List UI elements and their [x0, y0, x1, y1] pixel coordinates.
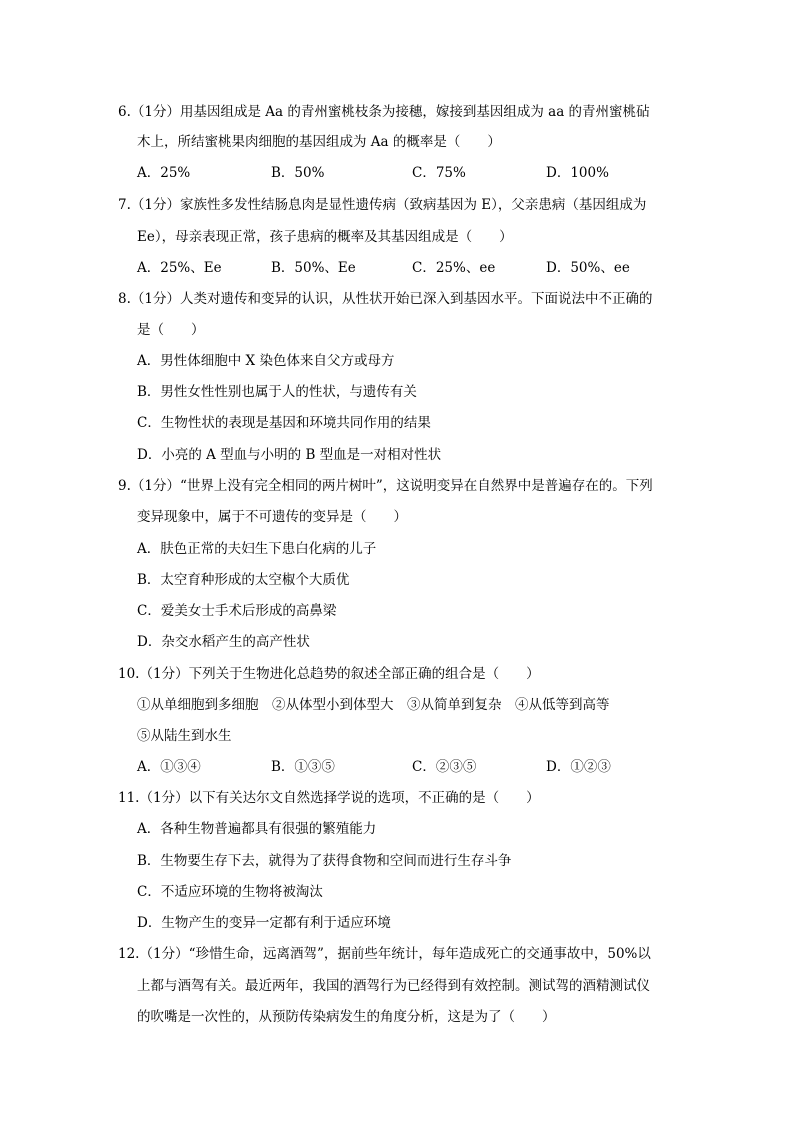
option-b: B．男性女性性别也属于人的性状，与遗传有关 [137, 384, 417, 400]
question-text: 用基因组成是 Aa 的青州蜜桃枝条为接穗，嫁接到基因组成为 aa 的青州蜜桃砧 [179, 104, 650, 120]
question-score: （1分） [139, 666, 189, 682]
question-number: 11. [118, 790, 140, 806]
question-score: （1分） [130, 291, 180, 307]
question-number: 6. [118, 104, 131, 120]
question-number: 7. [118, 197, 131, 213]
question-score: （1分） [139, 790, 189, 806]
option-c: C．爱美女士手术后形成的高鼻梁 [137, 603, 337, 619]
question-10-line-2: ①从单细胞到多细胞 ②从体型小到体型大 ③从简单到复杂 ④从低等到高等 [137, 697, 610, 713]
question-number: 10. [118, 666, 140, 682]
question-8-line-2: 是（ ） [137, 322, 205, 338]
question-6-line-2: 木上，所结蜜桃果肉细胞的基因组成为 Aa 的概率是（ ） [137, 134, 501, 150]
option-b: B．50%、Ee [271, 260, 356, 276]
question-score: （1分） [139, 946, 189, 962]
question-text: “世界上没有完全相同的两片树叶”，这说明变异在自然界中是普遍存在的。下列 [179, 478, 653, 494]
question-text: 人类对遗传和变异的认识，从性状开始已深入到基因水平。下面说法中不正确的 [179, 291, 653, 307]
question-7-line-2: Ee），母亲表现正常，孩子患病的概率及其基因组成是（ ） [137, 229, 513, 245]
question-12-line-1 [118, 944, 651, 964]
question-12-line-3: 的吹嘴是一次性的，从预防传染病发生的角度分析，这是为了（ ） [137, 1009, 556, 1025]
option-c: C．75% [412, 165, 466, 181]
option-b: B．①③⑤ [271, 759, 335, 775]
question-text: 下列关于生物进化总趋势的叙述全部正确的组合是（ ） [188, 666, 540, 682]
option-d: D．小亮的 A 型血与小明的 B 型血是一对相对性状 [137, 447, 442, 463]
option-c: C．生物性状的表现是基因和环境共同作用的结果 [137, 415, 431, 431]
option-c: C．25%、ee [412, 260, 496, 276]
question-score: （1分） [130, 104, 180, 120]
question-11-line-1 [118, 788, 540, 808]
option-d: D．杂交水稻产生的高产性状 [137, 634, 310, 650]
question-number: 9. [118, 478, 131, 494]
option-d: D．100% [546, 165, 609, 181]
question-score: （1分） [130, 478, 180, 494]
question-score: （1分） [130, 197, 180, 213]
option-a: A．①③④ [137, 759, 201, 775]
option-c: C．不适应环境的生物将被淘汰 [137, 884, 323, 900]
question-number: 8. [118, 291, 131, 307]
question-7-line-1 [118, 195, 646, 215]
question-text: 以下有关达尔文自然选择学说的选项，不正确的是（ ） [188, 790, 540, 806]
question-text: 家族性多发性结肠息肉是显性遗传病（致病基因为 E），父亲患病（基因组成为 [179, 197, 647, 213]
option-d: D．①②③ [546, 759, 611, 775]
option-d: D．生物产生的变异一定都有利于适应环境 [137, 915, 391, 931]
question-12-line-2: 上都与酒驾有关。最近两年，我国的酒驾行为已经得到有效控制。测试驾的酒精测试仪 [137, 978, 650, 994]
option-a: A．男性体细胞中 X 染色体来自父方或母方 [137, 353, 395, 369]
question-10-line-1 [118, 664, 540, 684]
option-d: D．50%、ee [546, 260, 630, 276]
option-b: B．50% [271, 165, 325, 181]
option-a: A．肤色正常的夫妇生下患白化病的儿子 [137, 541, 377, 557]
option-b: B．太空育种形成的太空椒个大质优 [137, 572, 350, 588]
question-number: 12. [118, 946, 140, 962]
question-8-line-1 [118, 289, 652, 309]
option-a: A．各种生物普遍都具有很强的繁殖能力 [137, 821, 377, 837]
question-6-line-1 [118, 102, 650, 122]
question-10-line-3: ⑤从陆生到水生 [137, 728, 232, 744]
question-9-line-2: 变异现象中，属于不可遗传的变异是（ ） [137, 509, 407, 525]
question-9-line-1 [118, 476, 653, 496]
option-a: A．25%、Ee [137, 260, 222, 276]
option-b: B．生物要生存下去，就得为了获得食物和空间而进行生存斗争 [137, 853, 512, 869]
question-text: “珍惜生命，远离酒驾”，据前些年统计，每年造成死亡的交通事故中，50%以 [188, 946, 651, 962]
option-c: C．②③⑤ [412, 759, 477, 775]
option-a: A．25% [137, 165, 191, 181]
